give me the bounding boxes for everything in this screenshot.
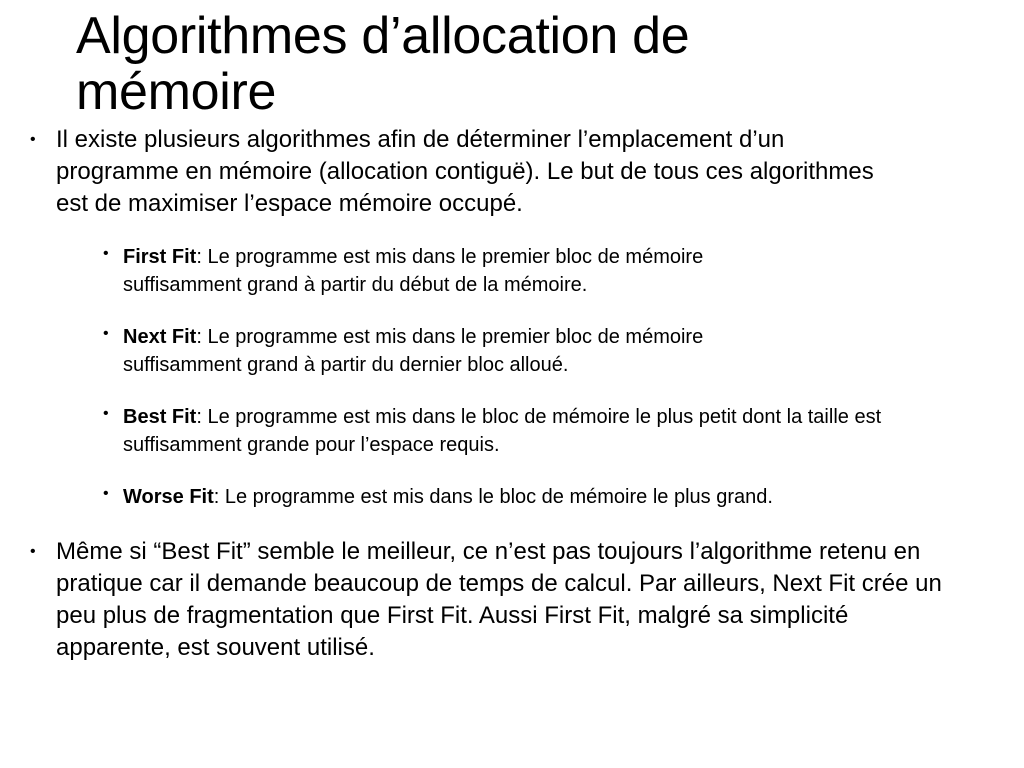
algorithm-text bbox=[123, 403, 918, 459]
bullet-dot: • bbox=[30, 131, 36, 148]
slide-title-line-1: Algorithmes d’allocation de bbox=[76, 7, 690, 65]
algorithm-description: : Le programme est mis dans le premier bloc de mémoire suffisamment grand à partir du dernier bloc alloué. bbox=[123, 326, 704, 376]
bullet-dot: • bbox=[103, 405, 109, 422]
algorithm-next-fit bbox=[103, 323, 823, 379]
bullet-dot: • bbox=[103, 245, 109, 262]
algorithm-description: : Le programme est mis dans le bloc de mémoire le plus grand. bbox=[213, 486, 773, 508]
algorithm-text bbox=[123, 483, 773, 511]
conclusion-text: Même si “Best Fit” semble le meilleur, ce n’est pas toujours l’algorithme retenu en pratique car il demande beaucoup de temps de calcul. Par ailleurs, Next Fit crée un peu plus de fragmentation que First Fit. Aussi First Fit, malgré sa simplicité apparente, est souvent utilisé. bbox=[56, 538, 942, 661]
algorithm-description: : Le programme est mis dans le premier bloc de mémoire suffisamment grand à partir du début de la mémoire. bbox=[123, 246, 704, 296]
algorithm-name: Next Fit bbox=[123, 326, 197, 348]
intro-bullet bbox=[30, 124, 910, 220]
algorithm-name: First Fit bbox=[123, 246, 197, 268]
intro-text: Il existe plusieurs algorithmes afin de déterminer l’emplacement d’un programme en mémoire (allocation contiguë). Le but de tous ces algorithmes est de maximiser l’espace mémoire occupé. bbox=[56, 126, 874, 217]
conclusion-bullet bbox=[30, 536, 956, 664]
bullet-dot: • bbox=[103, 325, 109, 342]
algorithm-description: : Le programme est mis dans le bloc de mémoire le plus petit dont la taille est suffisamment grande pour l’espace requis. bbox=[123, 406, 882, 456]
algorithm-first-fit bbox=[103, 243, 823, 299]
algorithm-text bbox=[123, 243, 823, 299]
algorithm-name: Worse Fit bbox=[123, 486, 214, 508]
algorithm-name: Best Fit bbox=[123, 406, 197, 428]
algorithm-worse-fit bbox=[103, 483, 933, 511]
slide-title bbox=[76, 8, 836, 120]
algorithm-text bbox=[123, 323, 823, 379]
bullet-dot: • bbox=[103, 485, 109, 502]
slide-title-line-2: mémoire bbox=[76, 63, 277, 121]
algorithm-best-fit bbox=[103, 403, 918, 459]
bullet-dot: • bbox=[30, 543, 36, 560]
